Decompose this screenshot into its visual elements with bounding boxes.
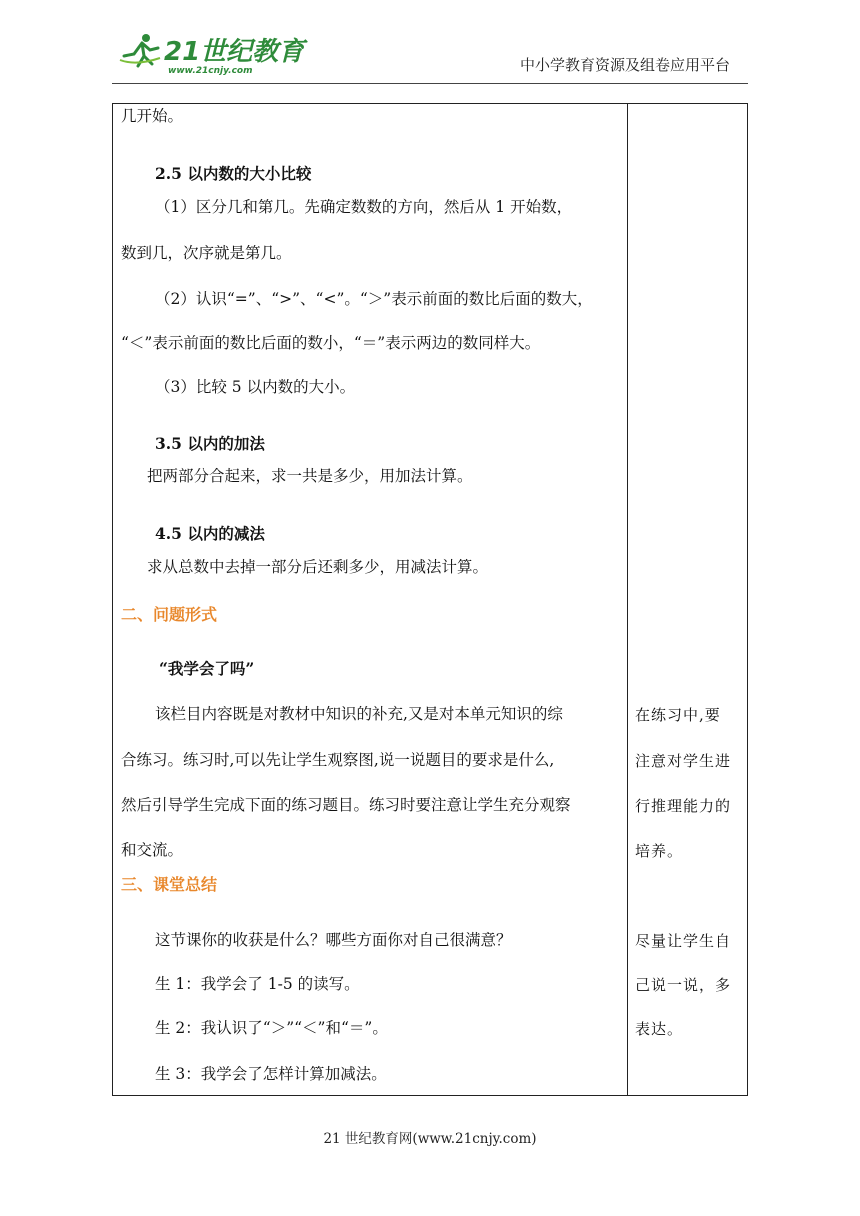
text-line: 该栏目内容既是对教材中知识的补充,又是对本单元知识的综 bbox=[155, 705, 563, 723]
logo-text: 21世纪教育 bbox=[164, 37, 305, 67]
text-line: （1）区分几和第几。先确定数数的方向，然后从 1 开始数， bbox=[155, 198, 573, 216]
platform-name: 中小学教育资源及组卷应用平台 bbox=[519, 56, 730, 74]
note-line: 行推理能力的 bbox=[635, 797, 732, 815]
subheading-compare: 2.5 以内数的大小比较 bbox=[155, 164, 312, 183]
subheading-subtraction: 4.5 以内的减法 bbox=[155, 524, 265, 543]
subheading-addition: 3.5 以内的加法 bbox=[155, 434, 265, 453]
text-line: 生 3：我学会了怎样计算加减法。 bbox=[155, 1065, 387, 1083]
text-line: 这节课你的收获是什么？哪些方面你对自己很满意？ bbox=[155, 931, 512, 949]
text-line: 数到几，次序就是第几。 bbox=[121, 244, 292, 262]
text-line: （3）比较 5 以内数的大小。 bbox=[155, 378, 356, 396]
subheading-quote: “我学会了吗” bbox=[159, 659, 255, 678]
note-line: 尽量让学生自 bbox=[635, 932, 732, 950]
text-line: 合练习。练习时,可以先让学生观察图,说一说题目的要求是什么, bbox=[121, 751, 555, 769]
section-heading-summary: 三、课堂总结 bbox=[121, 875, 218, 894]
text-line: 把两部分合起来，求一共是多少，用加法计算。 bbox=[147, 467, 473, 485]
section-heading-question-form: 二、问题形式 bbox=[121, 605, 218, 624]
text-line: 生 2：我认识了“＞”“＜”和“＝”。 bbox=[155, 1019, 388, 1037]
logo-graphic bbox=[116, 30, 305, 76]
text-line: 和交流。 bbox=[121, 841, 184, 859]
page-footer: 21 世纪教育网(www.21cnjy.com) bbox=[323, 1131, 537, 1147]
text-line: （2）认识“=”、“>”、“<”。“＞”表示前面的数比后面的数大， bbox=[155, 290, 593, 308]
logo-url: www.21cnjy.com bbox=[168, 66, 253, 76]
column-divider bbox=[627, 104, 628, 1095]
text-line: 然后引导学生完成下面的练习题目。练习时要注意让学生充分观察 bbox=[121, 796, 571, 814]
note-line: 培养。 bbox=[635, 842, 684, 860]
lesson-table bbox=[112, 103, 748, 1096]
note-line: 己说一说，多 bbox=[635, 976, 732, 994]
note-line: 在练习中,要 bbox=[635, 706, 721, 724]
note-line: 表达。 bbox=[635, 1020, 684, 1038]
note-line: 注意对学生进 bbox=[635, 752, 732, 770]
text-line: 几开始。 bbox=[121, 107, 184, 125]
text-line: 求从总数中去掉一部分后还剩多少，用减法计算。 bbox=[147, 558, 489, 576]
site-logo bbox=[116, 30, 305, 76]
header-divider bbox=[112, 83, 748, 84]
text-line: “＜”表示前面的数比后面的数小，“＝”表示两边的数同样大。 bbox=[121, 334, 541, 352]
text-line: 生 1：我学会了 1-5 的读写。 bbox=[155, 975, 360, 993]
